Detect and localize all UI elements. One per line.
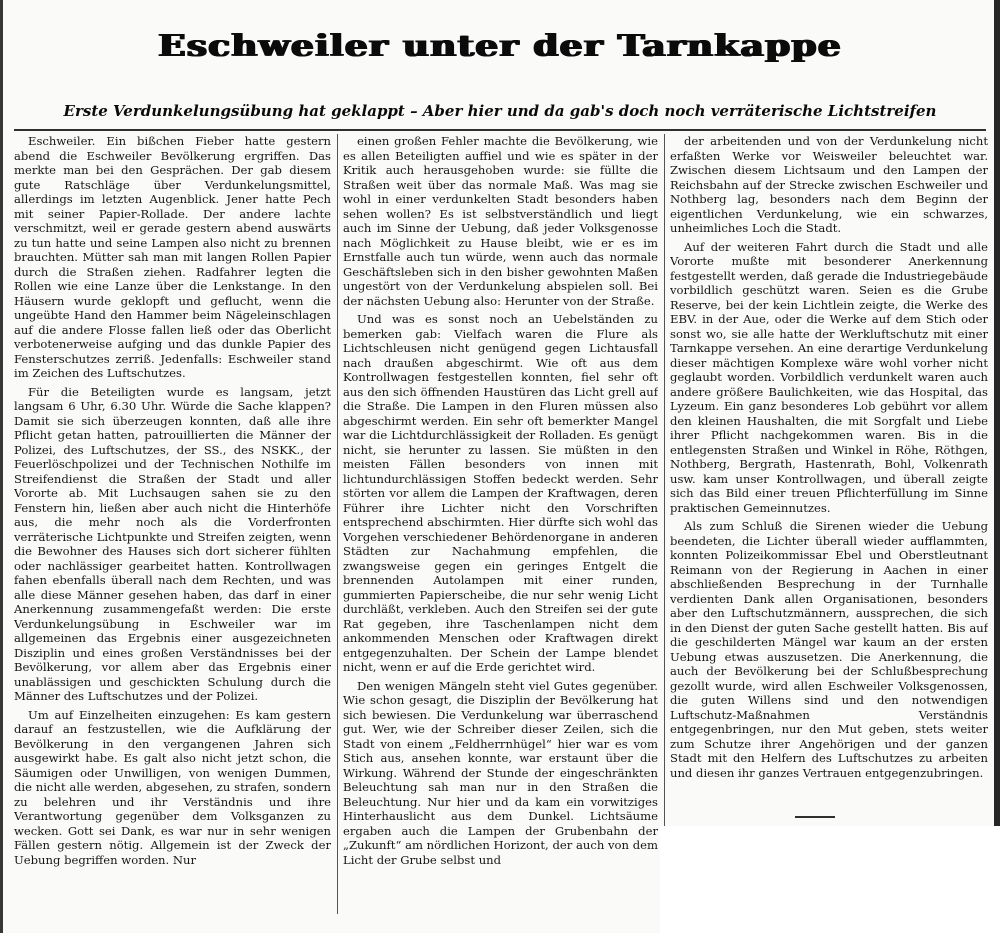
paragraph: Eschweiler. Ein bißchen Fieber hatte gestern abend die Eschweiler Bevölkerung ergriffen. Das merkte man bei den Gesprächen. Der gab diesem gute Ratschläge über Verdunkelungsmittel, allerdings im letzten Augenblick. Jener hatte Pech mit seiner Papier-Rollade. Der andere lachte verschmitzt, weil er gerade gestern abend auswärts zu tun hatte und seine Lampen also nicht zu brennen brauchten. Mütter sah man mit langen Rollen Papier durch die Straßen ziehen. Radfahrer legten die Rollen wie eine Lanze über die Lenkstange. In den Häusern wurde geklopft und geflucht, wenn die ungeübte Hand den Hammer beim Nägeleinschlagen auf die andere Flosse fallen ließ oder das Oberlicht verbotenerweise aufging und das dunkle Papier des Fensterschutzes zerriß. Jedenfalls: Eschweiler stand im Zeichen des Luftschutzes. [14,134,331,380]
blank-area [660,826,1000,933]
article-end-rule [795,816,835,818]
column-divider [664,134,665,914]
article-column-2 [343,134,658,914]
article-column-1 [14,134,331,914]
paragraph: Für die Beteiligten wurde es langsam, jetzt langsam 6 Uhr, 6.30 Uhr. Würde die Sache klappen? Damit sie sich überzeugen konnten, daß alle ihre Pflicht getan hatten, patrouillierten die Männer der Polizei, des Luftschutzes, der SS., des NSKK., der Feuerlöschpolizei und der Technischen Nothilfe im Streifendienst die Straßen der Stadt und aller Vororte ab. Mit Luchsaugen sahen sie zu den Fenstern hin, ließen aber auch nicht die Hinterhöfe aus, die mehr noch als die Vorderfronten verräterische Lichtpunkte und Streifen zeigten, wenn die Bewohner des Hauses sich dort sicherer fühlten oder nachlässiger gearbeitet hatten. Kontrollwagen fahen ebenfalls überall nach dem Rechten, und was alle diese Männer gesehen haben, das darf in einer Anerkennung zusammengefaßt werden: Die erste Verdunkelungsübung in Eschweiler war im allgemeinen das Ergebnis einer ausgezeichneten Disziplin und eines großen Verständnisses bei der Bevölkerung, vor allem aber das Ergebnis einer unablässigen und geschickten Schulung durch die Männer des Luftschutzes und der Polizei. [14,384,331,703]
paragraph: Um auf Einzelheiten einzugehen: Es kam gestern darauf an festzustellen, wie die Aufklärung der Bevölkerung in den vergangenen Jahren sich ausgewirkt habe. Es galt also nicht jetzt schon, die Säumigen oder Unwilligen, von wenigen Dummen, die nicht alle werden, abgesehen, zu strafen, sondern zu belehren und ihr Verständnis und ihre Verantwortung gegenüber dem Volksganzen zu wecken. Gott sei Dank, es war nur in sehr wenigen Fällen gestern nötig. Allgemein ist der Zweck der Uebung begriffen worden. Nur [14,707,331,867]
headline: Eschweiler unter der Tarnkappe [158,29,842,64]
article-column-3 [670,134,988,794]
subheadline: Erste Verdunkelungsübung hat geklappt – Aber hier und da gab's doch noch verräterische Lichtstreifen [63,102,937,120]
page-right-edge [994,0,1000,933]
paragraph: Als zum Schluß die Sirenen wieder die Uebung beendeten, die Lichter überall wieder aufflammten, konnten Polizeikommissar Ebel und Oberstleutnant Reimann von der Regierung in Aachen in einer abschließenden Besprechung in der Turnhalle verdienten Dank allen Organisationen, besonders aber den Luftschutzmännern, aussprechen, die sich in den Dienst der guten Sache gestellt hatten. Bis auf die geschilderten Mängel war kaum an der ersten Uebung etwas auszusetzen. Die Anerkennung, die auch der Bevölkerung bei der Schlußbesprechung gezollt wurde, wird allen Eschweiler Volksgenossen, die guten Willens sind und den notwendigen Luftschutz-Maßnahmen Verständnis entgegenbringen, nur den Mut geben, stets weiter zum Schutze ihrer Angehörigen und der ganzen Stadt mit den Helfern des Luftschutzes zu arbeiten und diesen ihr ganzes Vertrauen entgegenzubringen. [670,519,988,780]
page-left-edge [0,0,10,933]
paragraph: einen großen Fehler machte die Bevölkerung, wie es allen Beteiligten auffiel und wie es später in der Kritik auch herausgehoben wurde: sie füllte die Straßen weit über das normale Maß. Was mag sie wohl in einer verdunkelten Stadt besonders haben sehen wollen? Es ist selbstverständlich und liegt auch im Sinne der Uebung, daß jeder Volksgenosse nach Möglichkeit zu Hause bleibt, wie er es im Ernstfalle auch tun würde, wenn auch das normale Geschäftsleben sich in den bisher gewohnten Maßen ungestört von der Verdunkelung abspielen soll. Bei der nächsten Uebung also: Herunter von der Straße. [343,134,658,308]
paragraph: der arbeitenden und von der Verdunkelung nicht erfaßten Werke vor Weisweiler beleuchtet war. Zwischen diesem Lichtsaum und den Lampen der Reichsbahn auf der Strecke zwischen Eschweiler und Nothberg lag, besonders nach dem Beginn der eigentlichen Verdunkelung, wie ein schwarzes, unheimliches Loch die Stadt. [670,134,988,235]
paragraph: Den wenigen Mängeln steht viel Gutes gegenüber. Wie schon gesagt, die Disziplin der Bevölkerung hat sich bewiesen. Die Verdunkelung war überraschend gut. Wer, wie der Schreiber dieser Zeilen, sich die Stadt von einem „Feldherrnhügel“ hier war es vom Stich aus, ansehen konnte, war erstaunt über die Wirkung. Während der Stunde der eingeschränkten Beleuchtung sah man nur in den Straßen die Beleuchtung. Nur hier und da kam ein vorwitziges Hinterhauslicht aus dem Dunkel. Lichtsäume ergaben auch die Lampen der Grubenbahn der „Zukunft“ am nördlichen Horizont, der auch von dem Licht der Grube selbst und [343,678,658,867]
paragraph: Auf der weiteren Fahrt durch die Stadt und alle Vororte mußte mit besonderer Anerkennung festgestellt werden, daß gerade die Industriegebäude vorbildlich geschützt waren. Seien es die Grube Reserve, bei der kein Lichtlein zeigte, die Werke des EBV. in der Aue, oder die Werke auf dem Stich oder sonst wo, sie alle hatte der Werkluftschutz mit einer Tarnkappe versehen. An eine derartige Verdunkelung dieser mächtigen Komplexe wäre wohl vorher nicht geglaubt worden. Vorbildlich verdunkelt waren auch andere größere Baulichkeiten, wie das Hospital, das Lyzeum. Ein ganz besonderes Lob gebührt vor allem den kleinen Haushalten, die mit Sorgfalt und Liebe ihrer Pflicht nachgekommen waren. Bis in die entlegensten Straßen und Winkel in Röhe, Röthgen, Nothberg, Bergrath, Hastenrath, Bohl, Volkenrath usw. kam unser Kontrollwagen, und überall zeigte sich das Bild einer treuen Pflichterfüllung im Sinne praktischen Gemeinnutzes. [670,239,988,515]
paragraph: Und was es sonst noch an Uebelständen zu bemerken gab: Vielfach waren die Flure als Lichtschleusen nicht genügend gegen Lichtausfall nach draußen abgeschirmt. Wie oft aus dem Kontrollwagen festgestellen konnten, fiel sehr oft aus den sich öffnenden Haustüren das Licht grell auf die Straße. Die Lampen in den Fluren müssen also abgeschirmt werden. Ein sehr oft bemerkter Mangel war die Lichtdurchlässigkeit der Rolladen. Es genügt nicht, sie herunter zu lassen. Sie müßten in den meisten Fällen besonders von innen mit lichtundurchlässigen Stoffen bedeckt werden. Sehr störten vor allem die Lampen der Kraftwagen, deren Führer ihre Lichter nicht den Vorschriften entsprechend abschirmten. Hier dürfte sich wohl das Vorgehen verschiedener Behördenorgane in anderen Städten zur Nachahmung empfehlen, die zwangsweise gegen ein geringes Entgelt die brennenden Autolampen mit einer runden, gummierten Papierscheibe, die nur sehr wenig Licht durchläßt, verkleben. Auch den Streifen sei der gute Rat gegeben, ihre Taschenlampen nicht dem ankommenden Menschen oder Kraftwagen direkt entgegenzuhalten. Der Schein der Lampe blendet nicht, wenn er auf die Erde gerichtet wird. [343,312,658,674]
header-rule [14,129,986,131]
column-divider [337,134,338,914]
